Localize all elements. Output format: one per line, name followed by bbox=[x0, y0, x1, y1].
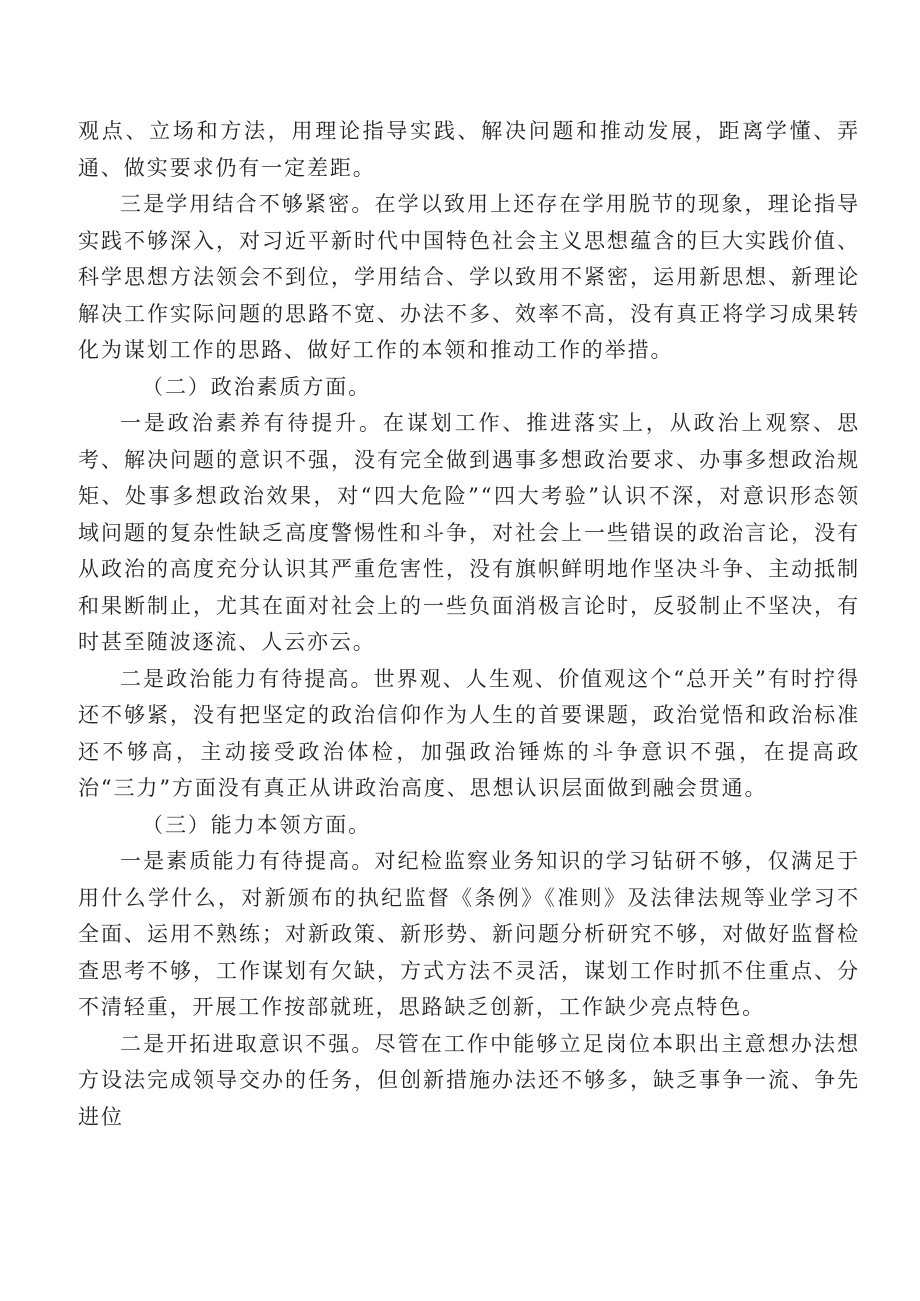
section-heading-capability: （三）能力本领方面。 bbox=[142, 812, 372, 837]
paragraph-continuation: 观点、立场和方法，用理论指导实践、解决问题和推动发展，距离学懂、弄通、做实要求仍有一定差距。 bbox=[78, 119, 860, 180]
paragraph-three-study-application: 三是学用结合不够紧密。在学以致用上还存在学用脱节的现象，理论指导实践不够深入，对习近平新时代中国特色社会主义思想蕴含的巨大实践价值、科学思想方法领会不到位，学用结合、学以致用不紧密，运用新思想、新理论解决工作实际问题的思路不宽、办法不多、效率不高，没有真正将学习成果转化为谋划工作的思路、做好工作的本领和推动工作的举措。 bbox=[78, 192, 860, 362]
paragraph-two-pioneering: 二是开拓进取意识不强。尽管在工作中能够立足岗位本职出主意想办法想方设法完成领导交办的任务，但创新措施办法还不够多，缺乏事争一流、争先进位 bbox=[78, 1031, 860, 1129]
paragraph-one-quality-ability: 一是素质能力有待提高。对纪检监察业务知识的学习钻研不够，仅满足于用什么学什么，对新颁布的执纪监督《条例》《准则》及法律法规等业学习不全面、运用不熟练；对新政策、新形势、新问题分析研究不够，对做好监督检查思考不够，工作谋划有欠缺，方式方法不灵活，谋划工作时抓不住重点、分不清轻重，开展工作按部就班，思路缺乏创新，工作缺少亮点特色。 bbox=[78, 849, 860, 1019]
section-heading-political-quality: （二）政治素质方面。 bbox=[142, 374, 372, 399]
paragraph-two-political-ability: 二是政治能力有待提高。世界观、人生观、价值观这个“总开关”有时拧得还不够紧，没有把坚定的政治信仰作为人生的首要课题，政治觉悟和政治标准还不够高，主动接受政治体检，加强政治锤炼的斗争意识不强，在提高政治“三力”方面没有真正从讲政治高度、思想认识层面做到融会贯通。 bbox=[78, 666, 860, 800]
paragraph-one-political-literacy: 一是政治素养有待提升。在谋划工作、推进落实上，从政治上观察、思考、解决问题的意识不强，没有完全做到遇事多想政治要求、办事多想政治规矩、处事多想政治效果，对“四大危险”“四大考验”认识不深，对意识形态领域问题的复杂性缺乏高度警惕性和斗争，对社会上一些错误的政治言论，没有从政治的高度充分认识其严重危害性，没有旗帜鲜明地作坚决斗争、主动抵制和果断制止，尤其在面对社会上的一些负面消极言论时，反驳制止不坚决，有时甚至随波逐流、人云亦云。 bbox=[78, 411, 860, 654]
